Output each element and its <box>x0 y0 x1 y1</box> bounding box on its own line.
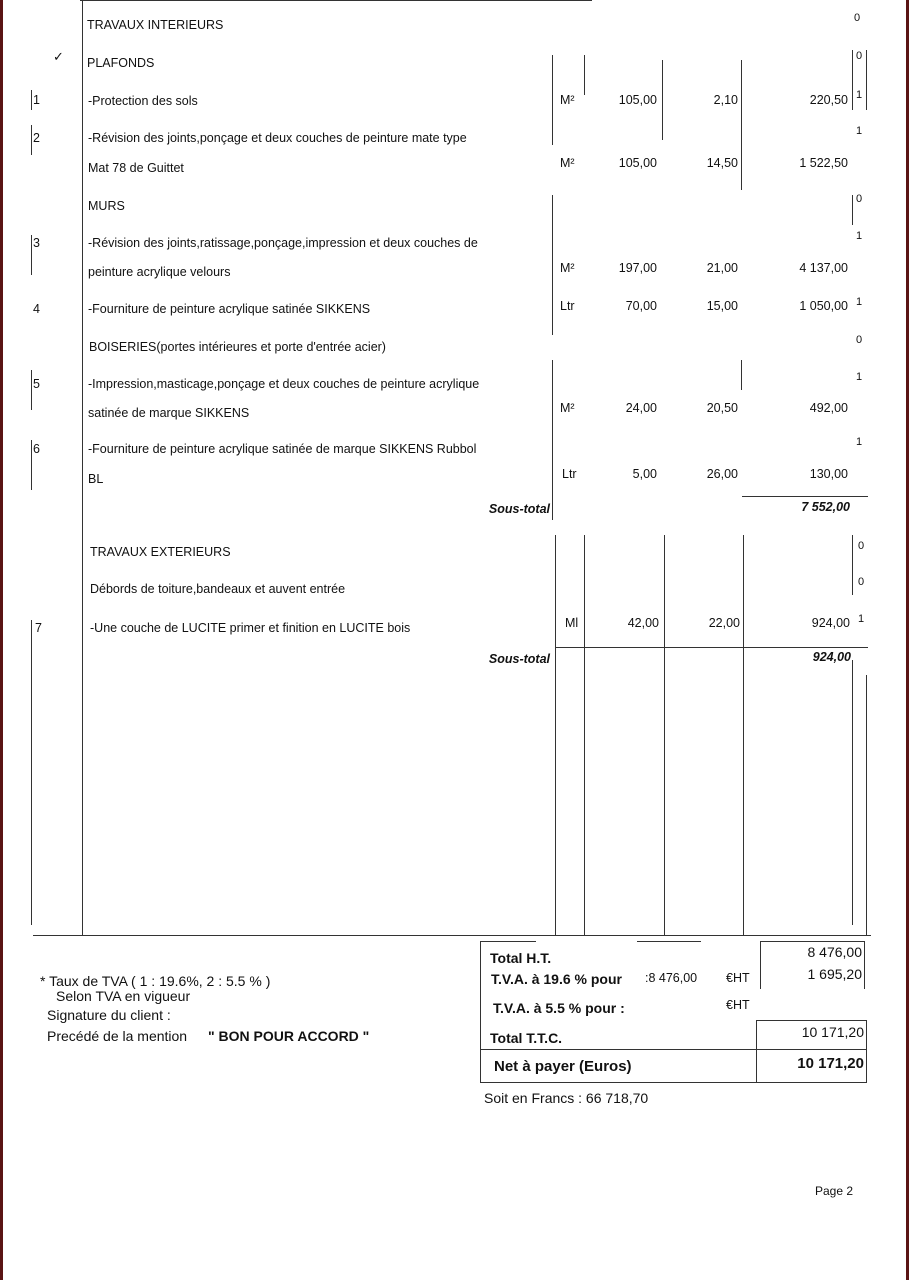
section-flag: 0 <box>858 540 865 552</box>
totals-box-divider <box>760 941 761 989</box>
row-description-cont: BL <box>88 472 104 486</box>
flag-rule <box>866 50 867 110</box>
unit-rule <box>555 535 556 935</box>
totals-box-rule <box>637 941 701 942</box>
row-quantity: 105,00 <box>618 93 657 107</box>
tva1-unit: €HT <box>726 971 750 985</box>
row-unit: M² <box>560 156 575 170</box>
row-total: 924,00 <box>811 616 850 630</box>
row-unit: Ltr <box>560 299 575 313</box>
section-flag: 0 <box>854 12 861 24</box>
tva1-base: :8 476,00 <box>645 971 698 985</box>
row-flag: 1 <box>856 436 863 448</box>
totals-box-right <box>866 1020 867 1083</box>
row-total: 220,50 <box>809 93 848 107</box>
subtotal-rule <box>556 647 868 648</box>
total-rule <box>741 360 742 390</box>
row-description-cont: Mat 78 de Guittet <box>88 161 184 175</box>
row-unit: Ml <box>565 616 579 630</box>
tva2-unit: €HT <box>726 998 750 1012</box>
francs-equivalent: Soit en Francs : 66 718,70 <box>484 1090 649 1106</box>
net-payable-label: Net à payer (Euros) <box>494 1058 632 1075</box>
total-ttc-value: 10 171,20 <box>801 1024 864 1040</box>
subtotal-label: Sous-total <box>488 652 550 666</box>
num-rule <box>31 370 32 410</box>
totals-box-left <box>480 941 481 1083</box>
row-flag: 1 <box>856 371 863 383</box>
bon-pour-accord: " BON POUR ACCORD " <box>208 1028 370 1044</box>
row-quantity: 105,00 <box>618 156 657 170</box>
row-unit-price: 15,00 <box>706 299 738 313</box>
row-flag: 1 <box>856 230 863 242</box>
row-number: 7 <box>35 621 42 635</box>
row-total: 130,00 <box>809 467 848 481</box>
row-unit: M² <box>560 401 575 415</box>
qty-rule <box>584 55 585 95</box>
total-ht-label: Total H.T. <box>490 950 552 966</box>
price-rule <box>662 60 663 140</box>
row-unit-price: 20,50 <box>706 401 738 415</box>
row-flag: 1 <box>856 296 863 308</box>
row-unit-price: 2,10 <box>713 93 738 107</box>
row-quantity: 197,00 <box>618 261 657 275</box>
section-murs: MURS <box>88 199 125 213</box>
mention-prefix: Precédé de la mention <box>47 1028 188 1044</box>
flag-rule <box>866 675 867 935</box>
top-rule <box>80 0 592 1</box>
section-debords: Débords de toiture,bandeaux et auvent entrée <box>90 582 346 596</box>
qty-rule <box>584 535 585 935</box>
row-flag: 1 <box>856 125 863 137</box>
subtotal-label: Sous-total <box>488 502 550 516</box>
unit-rule <box>552 360 553 520</box>
row-description: -Révision des joints,ponçage et deux couches de peinture mate type <box>88 131 467 145</box>
tva2-label: T.V.A. à 5.5 % pour : <box>493 1000 625 1016</box>
num-rule <box>31 235 32 275</box>
row-description: -Impression,masticage,ponçage et deux couches de peinture acrylique <box>88 377 480 391</box>
row-unit: M² <box>560 261 575 275</box>
tva-vigueur-note: Selon TVA en vigueur <box>56 988 191 1004</box>
row-description-cont: satinée de marque SIKKENS <box>88 406 250 420</box>
num-rule <box>31 620 32 925</box>
tva1-value: 1 695,20 <box>807 966 862 982</box>
flag-rule <box>852 660 853 925</box>
row-unit-price: 14,50 <box>706 156 738 170</box>
row-total: 4 137,00 <box>799 261 848 275</box>
table-bottom-rule <box>33 935 871 936</box>
row-unit: M² <box>560 93 575 107</box>
row-number: 3 <box>33 236 40 250</box>
section-flag: 0 <box>858 576 865 588</box>
row-quantity: 42,00 <box>627 616 659 630</box>
total-ht-value: 8 476,00 <box>807 944 862 960</box>
unit-rule <box>552 195 553 335</box>
row-total: 1 522,50 <box>799 156 848 170</box>
totals-box-rule <box>760 941 864 942</box>
subtotal-interior-value: 7 552,00 <box>801 500 850 514</box>
totals-box-divider <box>756 1020 757 1083</box>
row-quantity: 70,00 <box>625 299 657 313</box>
section-interior-title: TRAVAUX INTERIEURS <box>87 18 224 32</box>
row-total: 492,00 <box>809 401 848 415</box>
row-unit-price: 26,00 <box>706 467 738 481</box>
section-boiseries: BOISERIES(portes intérieures et porte d'entrée acier) <box>89 340 386 354</box>
num-rule <box>31 125 32 155</box>
row-description: -Révision des joints,ratissage,ponçage,impression et deux couches de <box>88 236 478 250</box>
net-payable-value: 10 171,20 <box>797 1055 864 1072</box>
left-border <box>0 0 3 1280</box>
row-number: 2 <box>33 131 40 145</box>
row-number: 1 <box>33 93 40 107</box>
tva1-label: T.V.A. à 19.6 % pour <box>491 971 622 987</box>
unit-rule <box>552 55 553 145</box>
section-plafonds: PLAFONDS <box>87 56 155 70</box>
num-rule <box>31 440 32 490</box>
flag-rule <box>852 50 853 110</box>
section-flag: 0 <box>856 50 863 62</box>
price-rule <box>664 535 665 935</box>
page-number: Page 2 <box>815 1184 854 1198</box>
row-unit-price: 22,00 <box>708 616 740 630</box>
check-mark: ✓ <box>53 49 64 64</box>
row-description: -Une couche de LUCITE primer et finition en LUCITE bois <box>90 621 411 635</box>
totals-box-right <box>864 941 865 989</box>
row-quantity: 24,00 <box>625 401 657 415</box>
section-flag: 0 <box>856 334 863 346</box>
totals-box-rule <box>480 1049 867 1050</box>
row-description-cont: peinture acrylique velours <box>88 265 231 279</box>
tva-rates-note: * Taux de TVA ( 1 : 19.6%, 2 : 5.5 % ) <box>40 973 271 989</box>
row-number: 4 <box>33 302 40 316</box>
row-description: -Fourniture de peinture acrylique satinée SIKKENS <box>88 302 371 316</box>
section-exterior-title: TRAVAUX EXTERIEURS <box>90 545 231 559</box>
total-ttc-label: Total T.T.C. <box>490 1030 563 1046</box>
totals-box-rule <box>480 941 536 942</box>
section-flag: 0 <box>856 193 863 205</box>
row-number: 5 <box>33 377 40 391</box>
row-number: 6 <box>33 442 40 456</box>
row-total: 1 050,00 <box>799 299 848 313</box>
totals-box-rule <box>756 1020 867 1021</box>
totals-box-bottom <box>480 1082 867 1083</box>
row-unit-price: 21,00 <box>706 261 738 275</box>
total-rule <box>743 535 744 935</box>
flag-rule <box>852 535 853 595</box>
row-unit: Ltr <box>562 467 577 481</box>
row-flag: 1 <box>858 613 865 625</box>
row-quantity: 5,00 <box>632 467 657 481</box>
description-column-rule <box>82 0 83 935</box>
flag-rule <box>852 195 853 225</box>
total-rule <box>741 60 742 190</box>
subtotal-rule <box>742 496 868 497</box>
num-rule <box>31 90 32 110</box>
subtotal-exterior-value: 924,00 <box>812 650 851 664</box>
row-flag: 1 <box>856 89 863 101</box>
row-description: -Protection des sols <box>88 94 198 108</box>
row-description: -Fourniture de peinture acrylique satinée de marque SIKKENS Rubbol <box>88 442 477 456</box>
client-signature-label: Signature du client : <box>47 1007 171 1023</box>
